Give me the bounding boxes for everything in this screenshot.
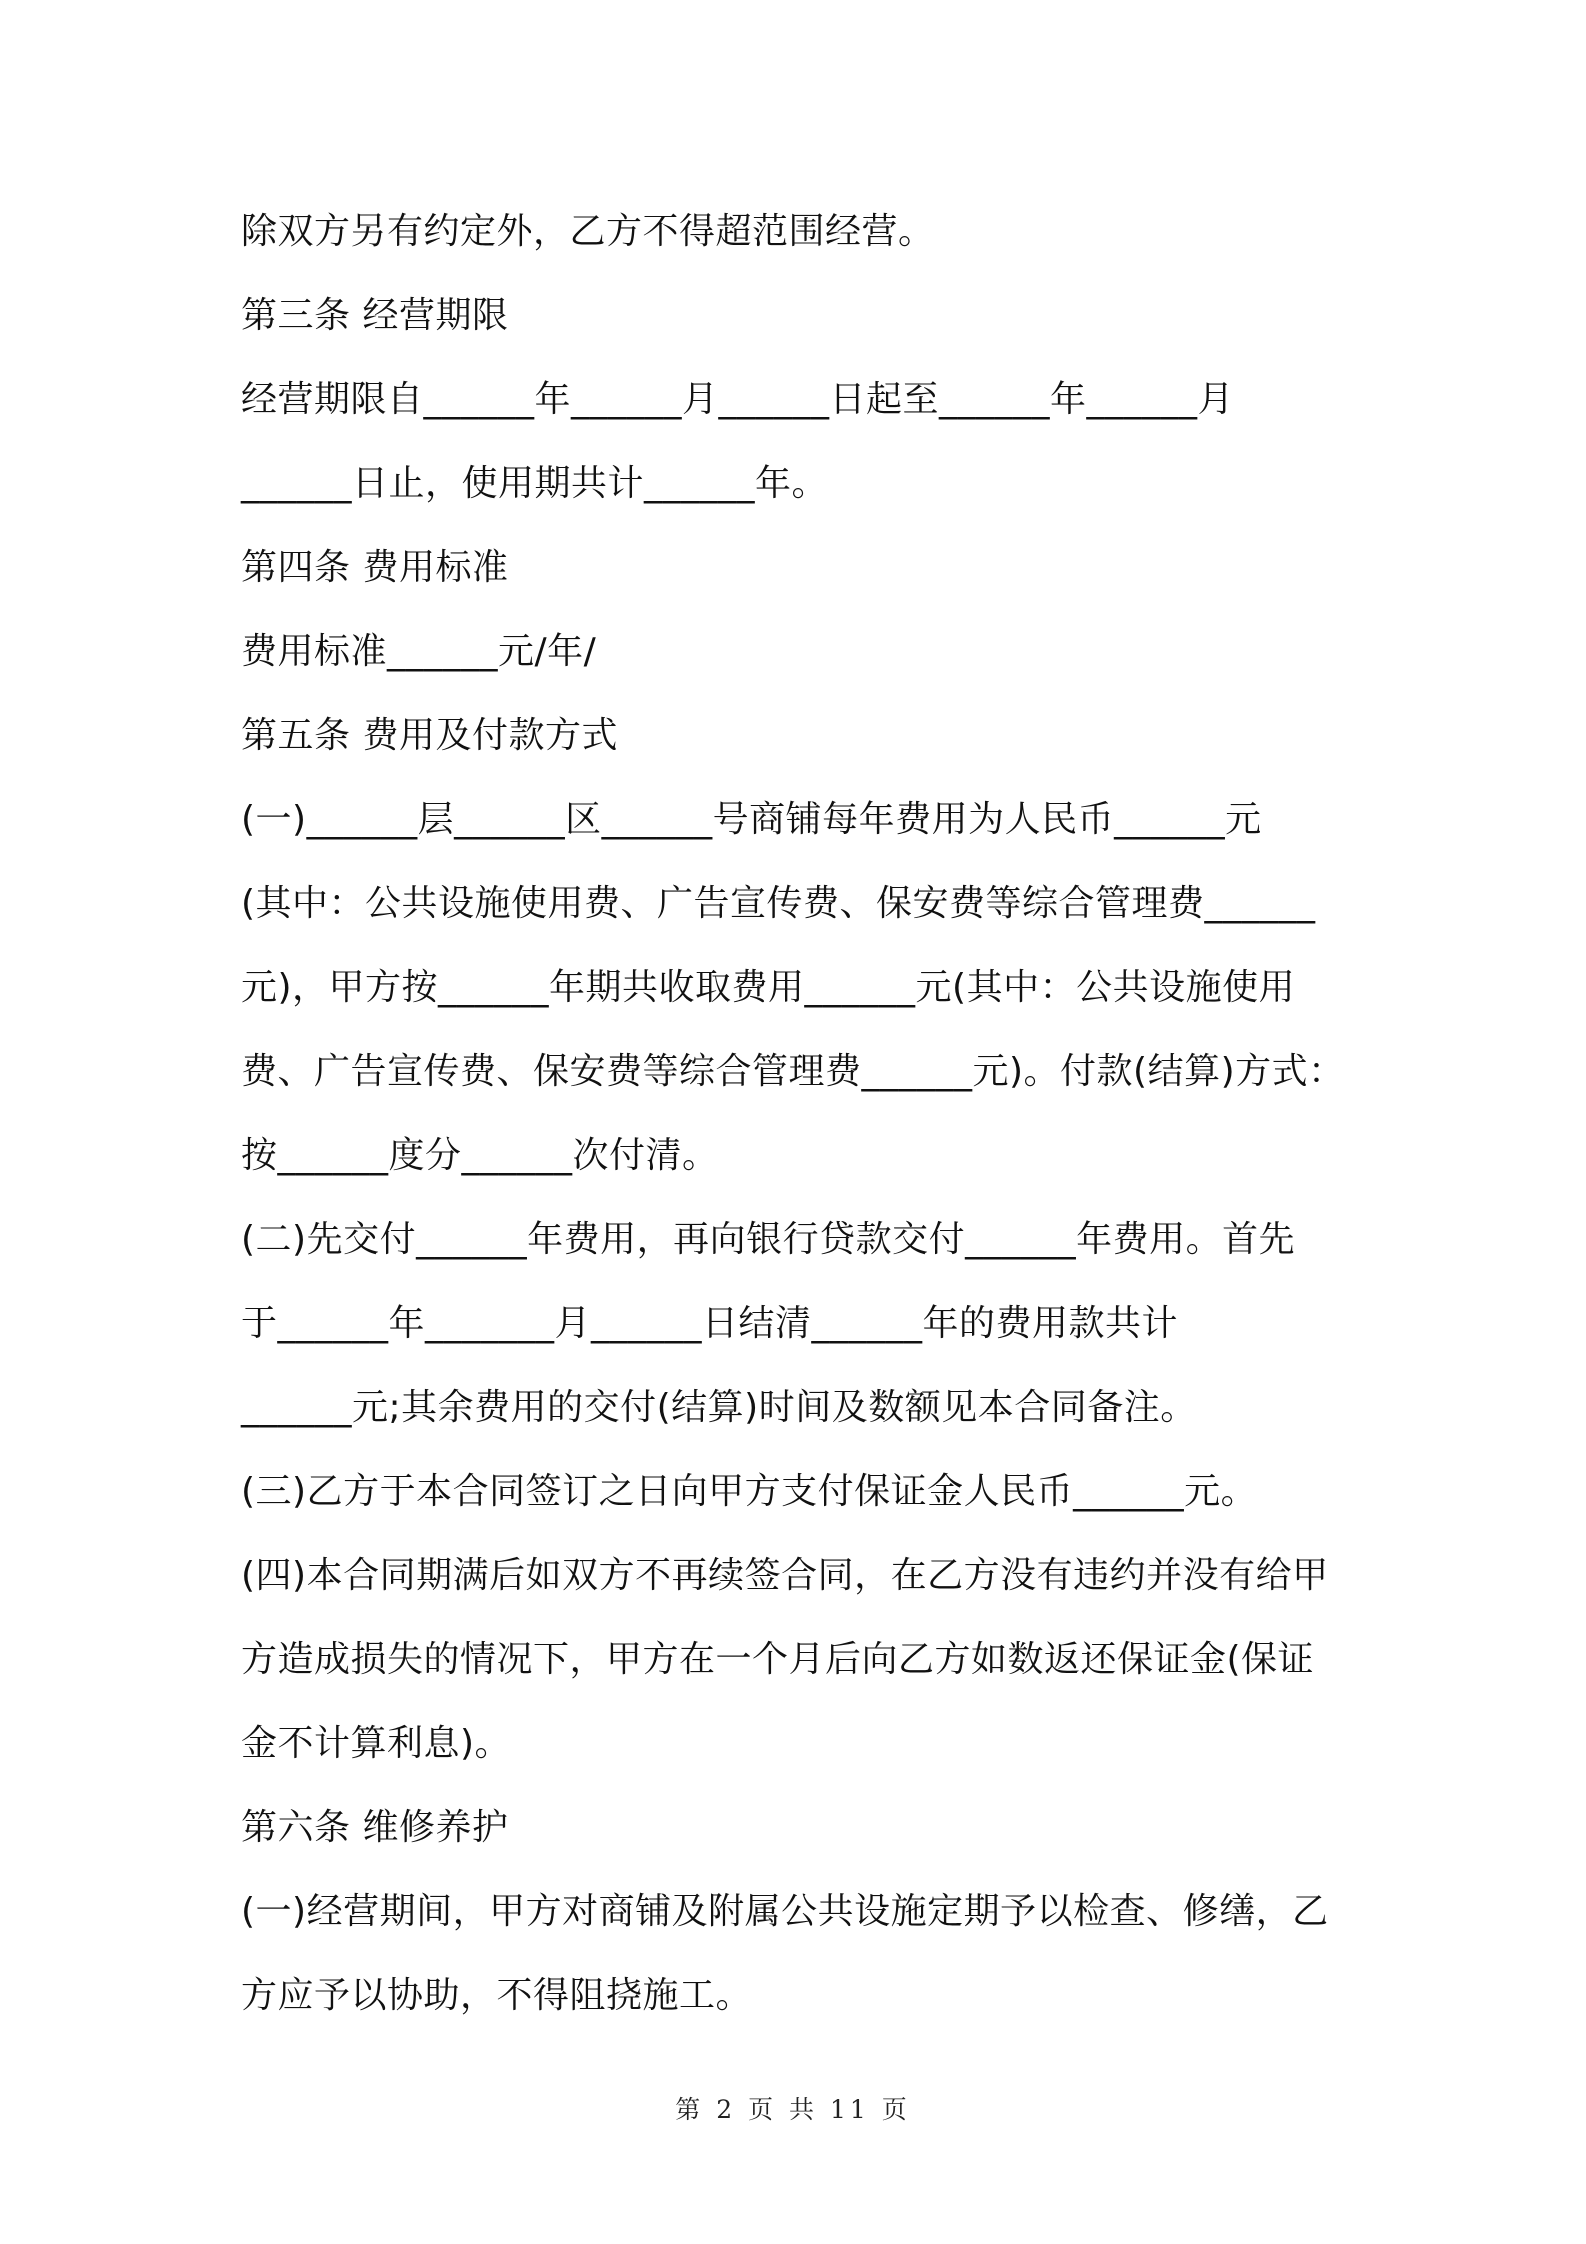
body-line: 经营期限自______年______月______日起至______年______月 [241, 379, 1235, 420]
section-heading: 第五条 费用及付款方式 [241, 715, 618, 756]
body-line: 费、广告宣传费、保安费等综合管理费______元)。付款(结算)方式： [241, 1051, 1345, 1092]
body-line: 除双方另有约定外，乙方不得超范围经营。 [241, 211, 935, 252]
body-line: ______元;其余费用的交付(结算)时间及数额见本合同备注。 [241, 1387, 1197, 1428]
body-line: (一)______层______区______号商铺每年费用为人民币______元 [241, 799, 1262, 840]
body-line: 于______年_______月______日结清______年的费用款共计 [241, 1303, 1179, 1344]
section-heading: 第四条 费用标准 [241, 547, 509, 588]
body-line: (四)本合同期满后如双方不再续签合同，在乙方没有违约并没有给甲 [241, 1555, 1329, 1596]
body-line: 方应予以协助，不得阻挠施工。 [241, 1975, 753, 2016]
body-line: ______日止，使用期共计______年。 [241, 463, 829, 504]
body-line: 金不计算利息)。 [241, 1723, 512, 1764]
body-line: 费用标准______元/年/ [241, 631, 597, 672]
body-line: (二)先交付______年费用，再向银行贷款交付______年费用。首先 [241, 1219, 1296, 1260]
body-line: (三)乙方于本合同签订之日向甲方支付保证金人民币______元。 [241, 1471, 1258, 1512]
body-line: 方造成损失的情况下，甲方在一个月后向乙方如数返还保证金(保证 [241, 1639, 1315, 1680]
section-heading: 第六条 维修养护 [241, 1807, 509, 1848]
body-line: 按______度分______次付清。 [241, 1135, 719, 1176]
page-number-footer: 第 2 页 共 11 页 [675, 2095, 911, 2124]
body-line: 元)，甲方按______年期共收取费用______元(其中：公共设施使用 [241, 967, 1296, 1008]
body-line: (其中：公共设施使用费、广告宣传费、保安费等综合管理费______ [241, 883, 1316, 924]
section-heading: 第三条 经营期限 [241, 295, 509, 336]
body-line: (一)经营期间，甲方对商铺及附属公共设施定期予以检查、修缮，乙 [241, 1891, 1329, 1932]
document-body [241, 190, 1361, 2038]
